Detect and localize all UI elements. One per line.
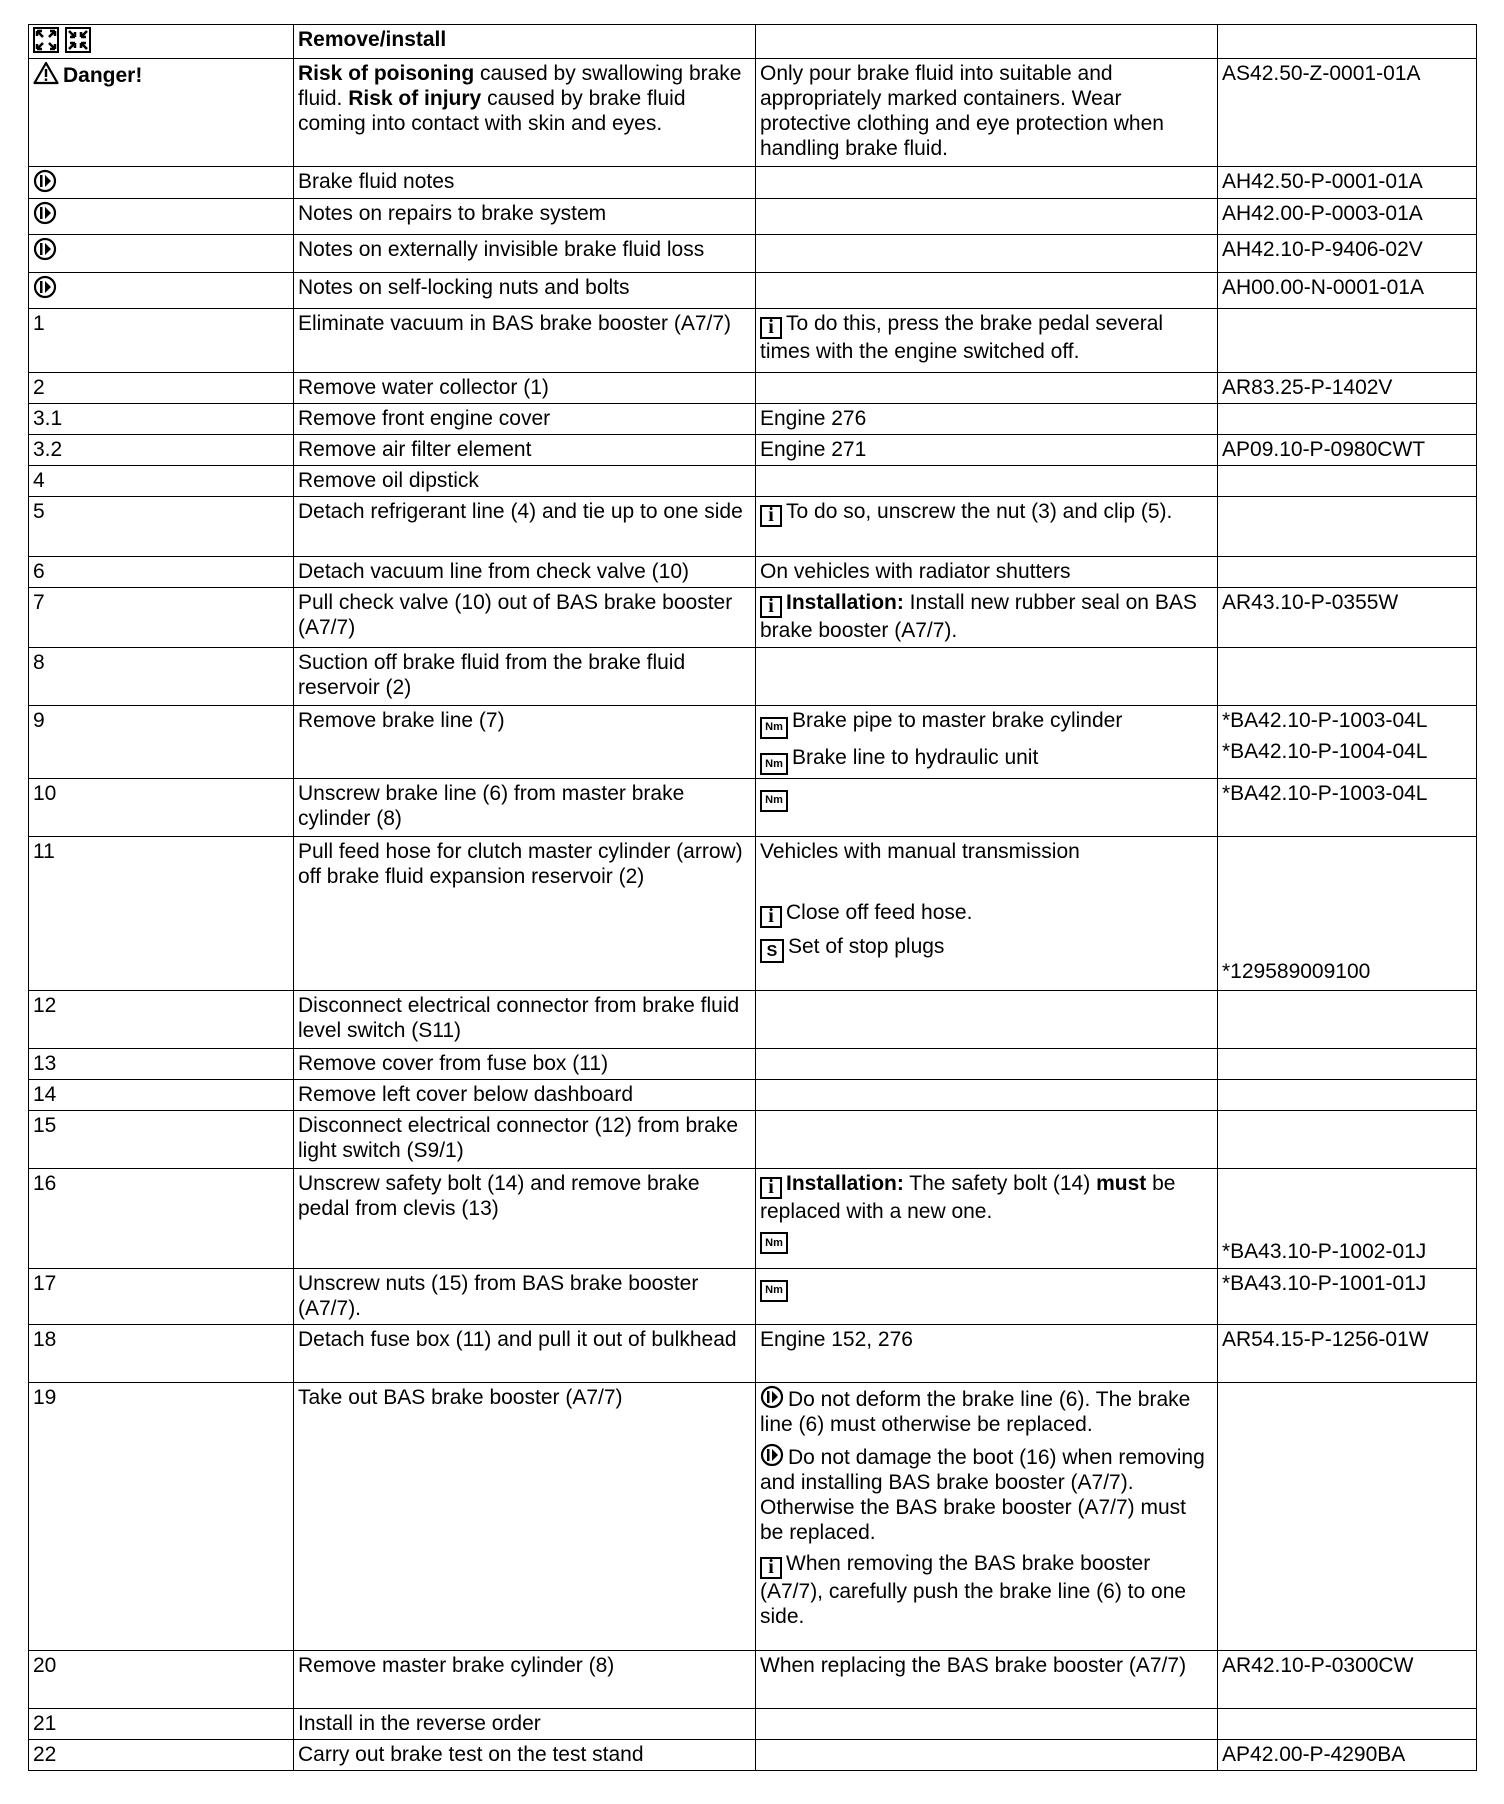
step-number: 6 (29, 557, 294, 588)
note-text: Notes on externally invisible brake fluid loss (294, 235, 756, 273)
danger-label: Danger! (63, 64, 143, 87)
step-row (29, 1111, 1477, 1169)
step-ref-link[interactable]: *BA42.10-P-1004-04L (1222, 740, 1428, 763)
note-empty-cell (756, 167, 1218, 199)
step-ref-link[interactable]: *BA42.10-P-1003-04L (1222, 709, 1428, 732)
step-number: 20 (29, 1651, 294, 1709)
info-icon: i (760, 317, 782, 339)
step-note-cell (756, 837, 1218, 991)
header-empty-cell (756, 25, 1218, 59)
step-row (29, 706, 1477, 779)
step-note: When replacing the BAS brake booster (A7/7) (756, 1651, 1218, 1709)
step-row (29, 404, 1477, 435)
step-warn-text: Do not damage the boot (16) when removing and installing BAS brake booster (A7/7). Otherwise the BAS brake booster (A7/7) must be replaced. (760, 1446, 1205, 1544)
step-row (29, 588, 1477, 648)
step-row (29, 648, 1477, 706)
note-text: Notes on repairs to brake system (294, 199, 756, 235)
note-icon-cell (29, 235, 294, 273)
step-number: 9 (29, 706, 294, 779)
note-circle-icon (33, 275, 57, 299)
step-ref-link[interactable]: AP42.00-P-4290BA (1218, 1740, 1477, 1771)
step-number: 17 (29, 1269, 294, 1325)
step-ref-link[interactable]: *BA42.10-P-1003-04L (1218, 779, 1477, 837)
step-text: Unscrew brake line (6) from master brake cylinder (8) (294, 779, 756, 837)
step-text: Unscrew safety bolt (14) and remove brake pedal from clevis (13) (294, 1169, 756, 1269)
note-row (29, 199, 1477, 235)
danger-risk2-text: caused by brake fluid coming into contact with skin and eyes. (298, 87, 686, 135)
torque-text: Brake line to hydraulic unit (792, 745, 1039, 769)
step-warn-cell (756, 1383, 1218, 1651)
step-row (29, 1709, 1477, 1740)
step-info-cell (756, 588, 1218, 648)
must-emphasis: must (1096, 1172, 1147, 1195)
step-text: Remove front engine cover (294, 404, 756, 435)
step-info-cell (756, 309, 1218, 373)
step-number: 15 (29, 1111, 294, 1169)
step-info-text: When removing the BAS brake booster (A7/7), carefully push the brake line (6) to one side. (760, 1552, 1187, 1628)
step-row (29, 557, 1477, 588)
note-empty-cell (756, 199, 1218, 235)
step-text: Unscrew nuts (15) from BAS brake booster (A7/7). (294, 1269, 756, 1325)
step-info-cell (756, 497, 1218, 557)
step-text: Remove water collector (1) (294, 373, 756, 404)
note-empty-cell (756, 273, 1218, 309)
step-ref-empty (1218, 1080, 1477, 1111)
step-ref-empty (1218, 648, 1477, 706)
step-number: 3.1 (29, 404, 294, 435)
note-circle-icon (33, 237, 57, 261)
step-number: 12 (29, 991, 294, 1049)
step-ref-link[interactable]: AR83.25-P-1402V (1218, 373, 1477, 404)
info-icon: i (760, 596, 782, 618)
step-text: Remove air filter element (294, 435, 756, 466)
step-ref-empty (1218, 497, 1477, 557)
step-row (29, 466, 1477, 497)
step-row (29, 837, 1477, 991)
step-row (29, 1383, 1477, 1651)
step-row (29, 1169, 1477, 1269)
step-number: 7 (29, 588, 294, 648)
step-note-empty (756, 648, 1218, 706)
torque-icon: Nm (760, 753, 788, 775)
step-number: 19 (29, 1383, 294, 1651)
step-ref-link[interactable]: AP09.10-P-0980CWT (1218, 435, 1477, 466)
step-number: 2 (29, 373, 294, 404)
note-icon-cell (29, 273, 294, 309)
step-number: 5 (29, 497, 294, 557)
step-text: Suction off brake fluid from the brake fluid reservoir (2) (294, 648, 756, 706)
note-ref-link[interactable]: AH00.00-N-0001-01A (1218, 273, 1477, 309)
step-text: Take out BAS brake booster (A7/7) (294, 1383, 756, 1651)
step-info-text: Close off feed hose. (786, 901, 973, 924)
step-text: Remove cover from fuse box (11) (294, 1049, 756, 1080)
tool-text: Set of stop plugs (788, 934, 945, 958)
step-text: Remove master brake cylinder (8) (294, 1651, 756, 1709)
header-empty-cell (1218, 25, 1477, 59)
step-ref-empty (1218, 1383, 1477, 1651)
installation-label: Installation: (786, 591, 904, 614)
step-note: On vehicles with radiator shutters (756, 557, 1218, 588)
step-text: Disconnect electrical connector (12) from brake light switch (S9/1) (294, 1111, 756, 1169)
step-ref-cell (1218, 706, 1477, 779)
step-ref-link[interactable]: *BA43.10-P-1002-01J (1222, 1240, 1427, 1263)
step-info-text: To do so, unscrew the nut (3) and clip (5). (786, 500, 1173, 523)
step-note-empty (756, 1740, 1218, 1771)
info-icon: i (760, 1557, 782, 1579)
step-text: Detach fuse box (11) and pull it out of bulkhead (294, 1325, 756, 1383)
step-ref-empty (1218, 309, 1477, 373)
note-text: Brake fluid notes (294, 167, 756, 199)
step-row (29, 1080, 1477, 1111)
step-row (29, 497, 1477, 557)
step-ref-cell (1218, 837, 1477, 991)
step-row (29, 991, 1477, 1049)
special-tool-icon: S (760, 939, 784, 963)
step-note: Engine 152, 276 (756, 1325, 1218, 1383)
step-number: 10 (29, 779, 294, 837)
torque-icon: Nm (760, 790, 788, 812)
torque-icon: Nm (760, 717, 788, 739)
step-note: Vehicles with manual transmission (760, 840, 1080, 863)
danger-risk-cell (294, 59, 756, 167)
step-number: 13 (29, 1049, 294, 1080)
info-icon: i (760, 1177, 782, 1199)
step-text: Pull check valve (10) out of BAS brake booster (A7/7) (294, 588, 756, 648)
step-note-empty (756, 466, 1218, 497)
danger-ref-link[interactable]: AS42.50-Z-0001-01A (1218, 59, 1477, 167)
step-text: Detach refrigerant line (4) and tie up to one side (294, 497, 756, 557)
info-icon: i (760, 906, 782, 928)
step-row (29, 1325, 1477, 1383)
header-icons-cell (29, 25, 294, 59)
torque-icon: Nm (760, 1232, 788, 1254)
header-row (29, 25, 1477, 59)
step-note: Engine 271 (756, 435, 1218, 466)
step-torque-cell (756, 779, 1218, 837)
danger-label-cell (29, 59, 294, 167)
step-ref-link[interactable]: *BA43.10-P-1001-01J (1218, 1269, 1477, 1325)
step-info-text: Install new rubber seal on BAS brake booster (A7/7). (760, 591, 1197, 642)
step-text: Eliminate vacuum in BAS brake booster (A7/7) (294, 309, 756, 373)
step-number: 8 (29, 648, 294, 706)
step-number: 22 (29, 1740, 294, 1771)
step-ref-empty (1218, 991, 1477, 1049)
header-title: Remove/install (294, 25, 756, 59)
note-icon-cell (29, 199, 294, 235)
step-torque-cell (756, 706, 1218, 779)
step-number: 21 (29, 1709, 294, 1740)
step-note: Engine 276 (756, 404, 1218, 435)
step-ref-cell (1218, 1169, 1477, 1269)
step-ref-empty (1218, 404, 1477, 435)
step-note-empty (756, 373, 1218, 404)
step-info-cell (756, 1169, 1218, 1269)
step-note-empty (756, 1080, 1218, 1111)
expand-icon (33, 27, 59, 53)
danger-risk1-text: caused by swallowing brake fluid. (298, 62, 742, 110)
note-icon-cell (29, 167, 294, 199)
installation-label: Installation: (786, 1172, 904, 1195)
step-ref-empty (1218, 1049, 1477, 1080)
step-text: Disconnect electrical connector from brake fluid level switch (S11) (294, 991, 756, 1049)
danger-row (29, 59, 1477, 167)
note-row (29, 273, 1477, 309)
note-ref-link[interactable]: AH42.00-P-0003-01A (1218, 199, 1477, 235)
step-torque-cell (756, 1269, 1218, 1325)
note-row (29, 235, 1477, 273)
step-number: 3.2 (29, 435, 294, 466)
step-text: Detach vacuum line from check valve (10) (294, 557, 756, 588)
step-ref-link[interactable]: AR43.10-P-0355W (1218, 588, 1477, 648)
step-note-empty (756, 1111, 1218, 1169)
step-number: 14 (29, 1080, 294, 1111)
step-ref-link[interactable]: *129589009100 (1222, 960, 1371, 983)
collapse-icon (65, 27, 91, 53)
warning-triangle-icon (33, 61, 59, 85)
step-ref-empty (1218, 466, 1477, 497)
step-row (29, 779, 1477, 837)
step-number: 18 (29, 1325, 294, 1383)
note-circle-icon (33, 201, 57, 225)
step-row (29, 1269, 1477, 1325)
torque-text: Brake pipe to master brake cylinder (792, 709, 1123, 732)
step-note-empty (756, 1049, 1218, 1080)
step-note-empty (756, 1709, 1218, 1740)
note-text: Notes on self-locking nuts and bolts (294, 273, 756, 309)
step-ref-empty (1218, 557, 1477, 588)
step-note-empty (756, 991, 1218, 1049)
note-circle-icon (760, 1385, 784, 1409)
step-text: Install in the reverse order (294, 1709, 756, 1740)
step-text: Remove left cover below dashboard (294, 1080, 756, 1111)
step-number: 16 (29, 1169, 294, 1269)
note-empty-cell (756, 235, 1218, 273)
repair-procedure-table (28, 24, 1477, 1771)
step-row (29, 1049, 1477, 1080)
step-number: 1 (29, 309, 294, 373)
danger-risk2-bold: Risk of injury (348, 87, 482, 110)
step-row (29, 309, 1477, 373)
step-row (29, 1651, 1477, 1709)
step-number: 4 (29, 466, 294, 497)
step-info-text: To do this, press the brake pedal several times with the engine switched off. (760, 312, 1164, 363)
step-row (29, 435, 1477, 466)
step-text: Carry out brake test on the test stand (294, 1740, 756, 1771)
step-text: Remove brake line (7) (294, 706, 756, 779)
step-ref-link[interactable]: AR54.15-P-1256-01W (1218, 1325, 1477, 1383)
note-ref-link[interactable]: AH42.10-P-9406-02V (1218, 235, 1477, 273)
step-ref-empty (1218, 1111, 1477, 1169)
note-row (29, 167, 1477, 199)
step-number: 11 (29, 837, 294, 991)
step-row (29, 373, 1477, 404)
step-warn-text: Do not deform the brake line (6). The brake line (6) must otherwise be replaced. (760, 1388, 1191, 1436)
step-text: Pull feed hose for clutch master cylinder (arrow) off brake fluid expansion reservoir (2) (294, 837, 756, 991)
torque-icon: Nm (760, 1280, 788, 1302)
step-info-text-end: be replaced with a new one. (760, 1172, 1176, 1223)
note-circle-icon (760, 1443, 784, 1467)
step-text: Remove oil dipstick (294, 466, 756, 497)
note-ref-link[interactable]: AH42.50-P-0001-01A (1218, 167, 1477, 199)
step-ref-empty (1218, 1709, 1477, 1740)
note-circle-icon (33, 169, 57, 193)
danger-measure-cell: Only pour brake fluid into suitable and appropriately marked containers. Wear protective clothing and eye protection when handling brake fluid. (756, 59, 1218, 167)
step-row (29, 1740, 1477, 1771)
step-ref-link[interactable]: AR42.10-P-0300CW (1218, 1651, 1477, 1709)
step-info-text: The safety bolt (14) (903, 1172, 1097, 1195)
info-icon: i (760, 505, 782, 527)
danger-risk1-bold: Risk of poisoning (298, 62, 475, 85)
